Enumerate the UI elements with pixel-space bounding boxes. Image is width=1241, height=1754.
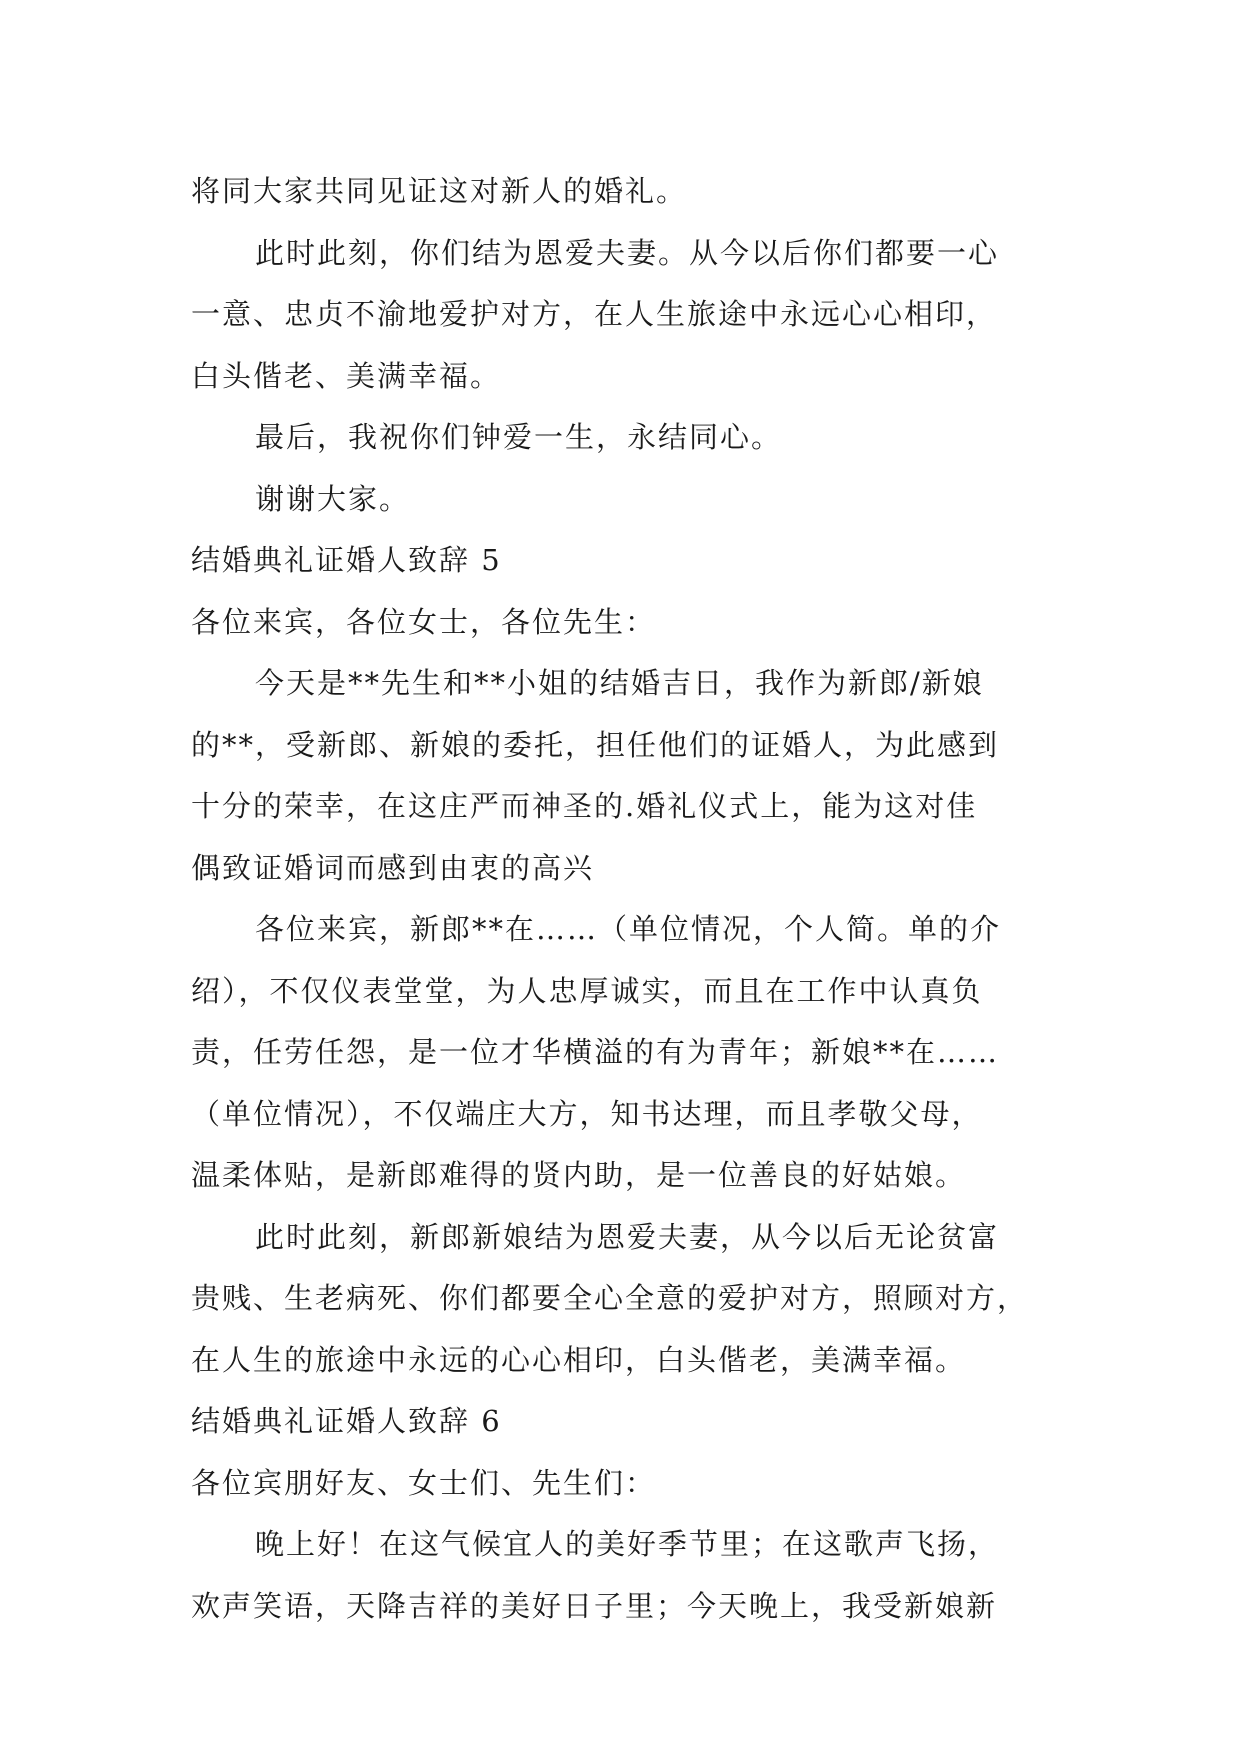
document-line: 今天是**先生和**小姐的结婚吉日，我作为新郎/新娘 bbox=[255, 666, 984, 700]
document-line: 责，任劳任怨，是一位才华横溢的有为青年；新娘**在…… bbox=[191, 1035, 1000, 1069]
document-line: 将同大家共同见证这对新人的婚礼。 bbox=[191, 174, 688, 208]
document-line: 十分的荣幸，在这庄严而神圣的.婚礼仪式上，能为这对佳 bbox=[191, 789, 978, 823]
document-line: 白头偕老、美满幸福。 bbox=[191, 358, 502, 393]
document-line: 各位来宾，各位女士，各位先生： bbox=[191, 604, 657, 639]
document-line: 欢声笑语，天降吉祥的美好日子里；今天晚上，我受新娘新 bbox=[191, 1588, 998, 1623]
document-body bbox=[191, 161, 1071, 1637]
document-line: 一意、忠贞不渝地爱护对方，在人生旅途中永远心心相印， bbox=[191, 297, 998, 331]
document-line: 晚上好！在这气候宜人的美好季节里；在这歌声飞扬， bbox=[255, 1527, 1000, 1561]
document-line: 谢谢大家。 bbox=[255, 481, 411, 516]
document-line: 结婚典礼证婚人致辞 5 bbox=[191, 543, 502, 577]
document-line: 贵贱、生老病死、你们都要全心全意的爱护对方，照顾对方， bbox=[191, 1281, 1029, 1315]
document-line: 温柔体贴，是新郎难得的贤内助，是一位善良的好姑娘。 bbox=[191, 1158, 967, 1192]
document-line: 此时此刻，新郎新娘结为恩爱夫妻，从今以后无论贫富 bbox=[255, 1219, 1000, 1254]
document-line: 此时此刻，你们结为恩爱夫妻。从今以后你们都要一心 bbox=[255, 235, 1000, 270]
document-line: 各位宾朋好友、女士们、先生们： bbox=[191, 1465, 657, 1500]
document-line: （单位情况），不仅端庄大方，知书达理，而且孝敬父母， bbox=[191, 1096, 983, 1131]
document-line: 在人生的旅途中永远的心心相印，白头偕老，美满幸福。 bbox=[191, 1342, 967, 1377]
document-line: 结婚典礼证婚人致辞 6 bbox=[191, 1404, 502, 1438]
document-line: 的**，受新郎、新娘的委托，担任他们的证婚人，为此感到 bbox=[191, 727, 1000, 762]
document-line: 绍），不仅仪表堂堂，为人忠厚诚实，而且在工作中认真负 bbox=[191, 973, 983, 1008]
document-line: 最后，我祝你们钟爱一生，永结同心。 bbox=[255, 420, 783, 454]
document-line: 各位来宾，新郎**在……（单位情况，个人简。单的介 bbox=[255, 912, 1002, 946]
document-line: 偶致证婚词而感到由衷的高兴 bbox=[191, 850, 595, 885]
